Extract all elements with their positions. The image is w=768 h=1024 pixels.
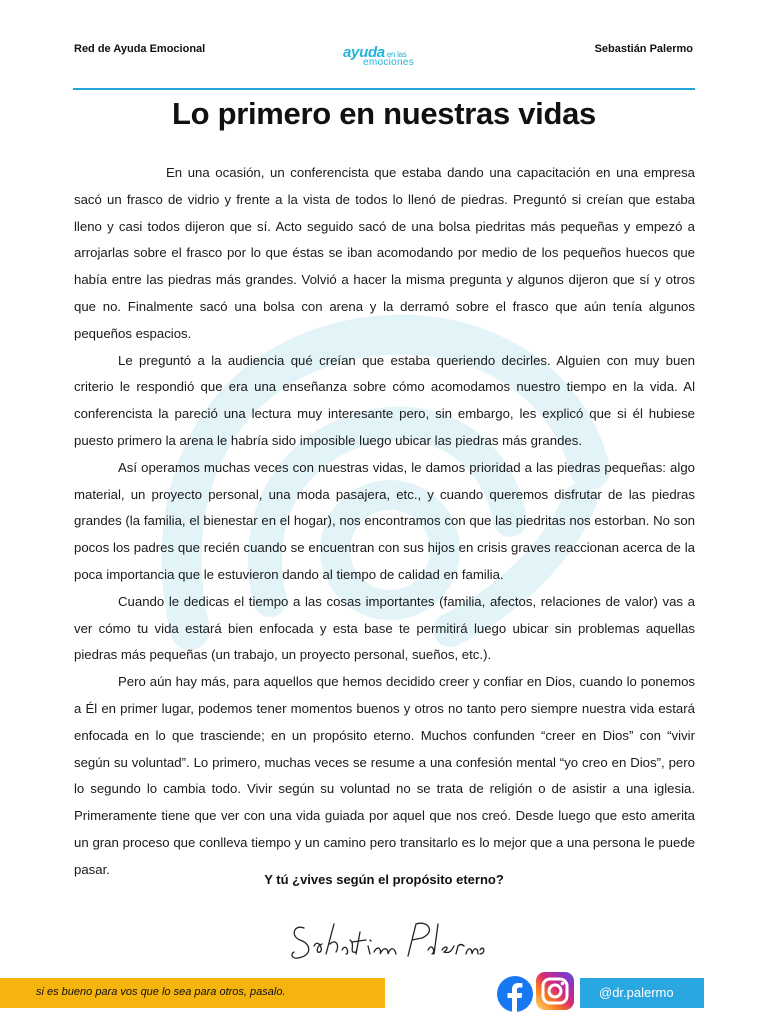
handwritten-signature	[286, 910, 486, 970]
logo-word-en-las: en las	[386, 50, 407, 59]
brand-logo	[343, 44, 433, 70]
social-handle-bar[interactable]	[580, 978, 704, 1008]
logo-word-ayuda: ayuda	[343, 44, 385, 61]
footer-tagline: si es bueno para vos que lo sea para otros, pasalo.	[36, 986, 286, 998]
instagram-icon[interactable]	[536, 972, 574, 1010]
logo-word-emociones: emociones	[363, 57, 415, 68]
paragraph-2: Le preguntó a la audiencia qué creían que estaba queriendo decirles. Alguien con muy buen criterio le respondió que era una enseñanza sobre cómo acomodamos nuestro tiempo en la vida. Al conferencista la pareció una lectura muy interesante pero, sin embargo, les explicó que si él hubiese puesto primero la arena le habría sido imposible luego ubicar las piedras más grandes.	[74, 352, 695, 448]
paragraph-4: Cuando le dedicas el tiempo a las cosas importantes (familia, afectos, relaciones de valor) vas a ver cómo tu vida estará bien enfocada y esta base te permitirá luego ubicar sin problemas aquellas piedras más pequeñas (un trabajo, un proyecto personal, sueños, etc.).	[74, 593, 695, 663]
page-title: Lo primero en nuestras vidas	[171, 96, 596, 131]
article-body	[74, 160, 695, 884]
paragraph-1: En una ocasión, un conferencista que estaba dando una capacitación en una empresa sacó un frasco de vidrio y frente a la vista de todos lo llenó de piedras. Preguntó si creían que estaba lleno y casi todos dijeron que sí. Acto seguido sacó de una bolsa piedritas más pequeñas y empezó a arrojarlas sobre el frasco por lo que éstas se iban acomodando por medio de los pequeños huecos que había entre las piedras más grandes. Volvió a hacer la misma pregunta y algunos dijeron que sí y otros que no. Finalmente sacó una bolsa con arena y la derramó sobre el frasco que aún tenía algunos pequeños espacios.	[74, 165, 695, 341]
paragraph-5: Pero aún hay más, para aquellos que hemos decidido creer y confiar en Dios, cuando lo ponemos a Él en primer lugar, podemos tener momentos buenos y otros no tanto pero siempre nuestra vida estará enfocada en lo que trasciende; en un propósito eterno. Muchos confunden “creer en Dios” con “vivir según su voluntad”. Lo primero, muchas veces se resume a una confesión mental “yo creo en Dios”, pero lo segundo lo cambia todo. Vivir según su voluntad no se trata de religión o de asistir a una iglesia. Primeramente tiene que ver con una vida guiada por aquel que nos creó. Desde luego que esto amerita un gran proceso que conlleva tiempo y un camino pero transitarlo es lo mejor que a una persona le puede pasar.	[74, 674, 695, 877]
footer-tagline-bar	[0, 978, 385, 1008]
closing-question: Y tú ¿vives según el propósito eterno?	[264, 872, 504, 887]
header-organization: Red de Ayuda Emocional	[74, 43, 206, 55]
paragraph-3: Así operamos muchas veces con nuestras vidas, le damos prioridad a las piedras pequeñas: algo material, un proyecto personal, una moda pasajera, etc., y cuando queremos disfrutar de las piedras grandes (la familia, el bienestar en el hogar), nos encontramos con que las piedritas nos estorban. No son pocos los padres que recién cuando se encuentran con sus hijos en crisis graves reaccionan acerca de la poca importancia que le estuvieron dando al tiempo de calidad en familia.	[74, 459, 695, 582]
facebook-icon[interactable]	[497, 976, 533, 1012]
header-author: Sebastián Palermo	[594, 43, 693, 55]
header-divider	[73, 88, 695, 90]
social-handle: @dr.palermo	[599, 985, 674, 1000]
